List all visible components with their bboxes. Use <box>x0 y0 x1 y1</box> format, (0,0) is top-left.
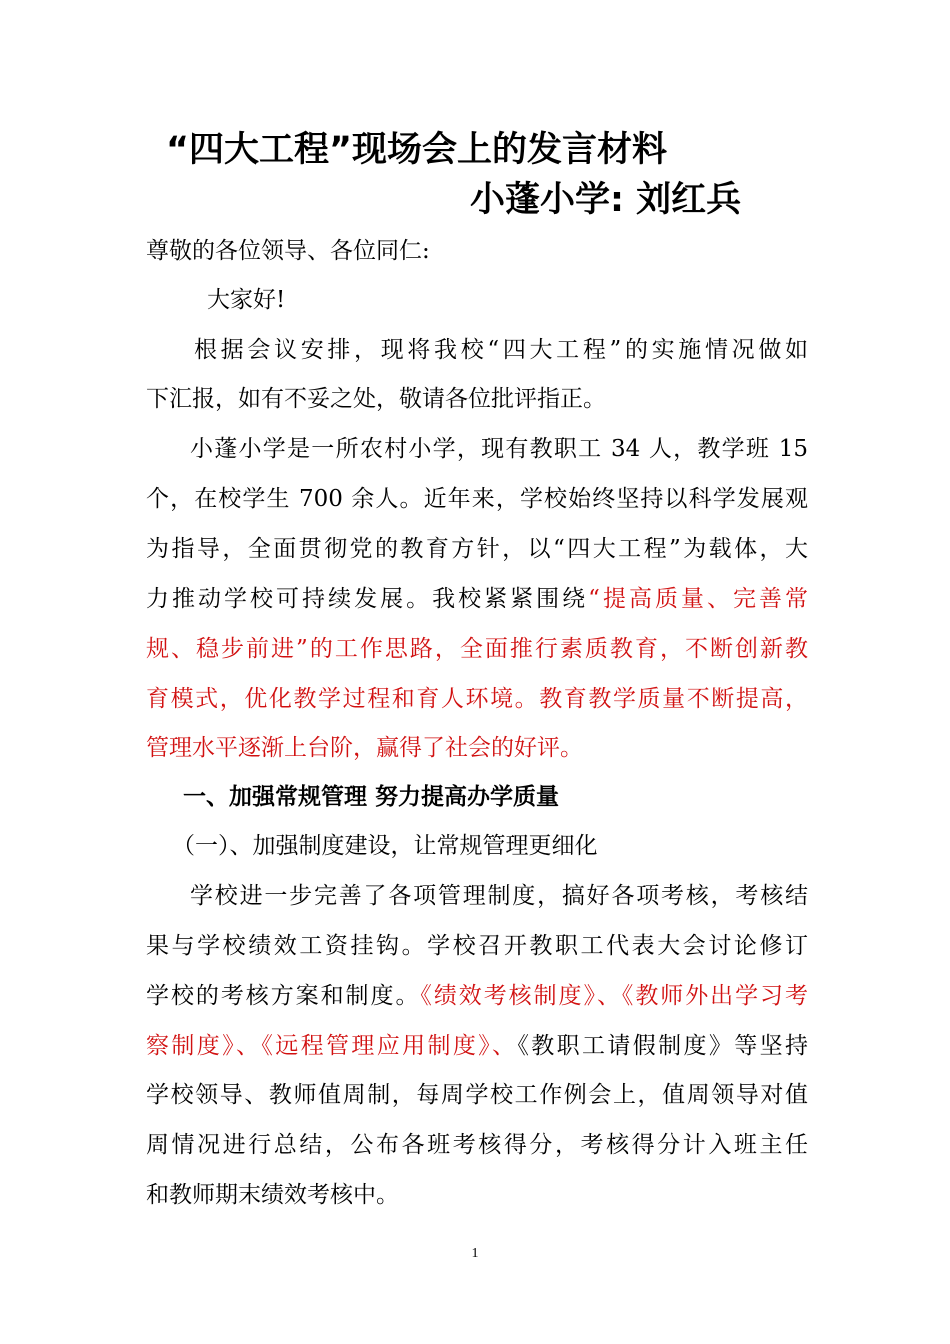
overview-line-4-text: 力推动学校可持续发展。我校紧紧围绕 <box>146 586 589 612</box>
rules-line-4-text: 《教职工请假制度》等坚持 <box>517 1033 809 1059</box>
rules-line-3 <box>146 971 808 1021</box>
overview-line-4 <box>146 574 808 624</box>
page-number: 1 <box>471 1246 479 1261</box>
rules-line-4 <box>146 1021 808 1071</box>
overview-line-7: 管理水平逐渐上台阶，赢得了社会的好评。 <box>146 735 583 761</box>
overview-line-6: 育模式，优化教学过程和育人环境。教育教学质量不断提高， <box>146 686 808 712</box>
overview-line-1: 小蓬小学是一所农村小学，现有教职工 34 人，教学班 15 <box>190 436 808 462</box>
rules-line-7: 和教师期末绩效考核中。 <box>146 1182 399 1208</box>
highlight-work-idea: “提高质量、完善常 <box>588 586 809 612</box>
intro-line-2: 下汇报，如有不妥之处，敬请各位批评指正。 <box>146 386 606 412</box>
subsection-1-heading: （一）、加强制度建设，让常规管理更细化 <box>172 833 598 859</box>
rules-line-2: 果与学校绩效工资挂钩。学校召开教职工代表大会讨论修订 <box>146 933 808 959</box>
document-author: 小蓬小学: 刘红兵 <box>470 180 742 220</box>
document-title: “四大工程”现场会上的发言材料 <box>166 130 668 170</box>
section-1-heading: 一、加强常规管理 努力提高办学质量 <box>183 784 560 810</box>
rules-line-5: 学校领导、教师值周制，每周学校工作例会上，值周领导对值 <box>146 1082 808 1108</box>
overview-line-3: 为指导，全面贯彻党的教育方针，以“四大工程”为载体，大 <box>146 536 808 562</box>
rules-line-6: 周情况进行总结，公布各班考核得分，考核得分计入班主任 <box>146 1132 808 1158</box>
intro-line-1: 根据会议安排，现将我校“四大工程”的实施情况做如 <box>194 337 808 363</box>
salutation: 尊敬的各位领导、各位同仁: <box>146 238 430 264</box>
highlight-rules-2: 察制度》、《远程管理应用制度》、 <box>146 1033 518 1059</box>
highlight-rules-1: 《绩效考核制度》、《教师外出学习考 <box>420 983 809 1009</box>
greeting: 大家好! <box>207 287 286 313</box>
rules-line-3-text: 学校的考核方案和制度。 <box>146 983 421 1009</box>
overview-line-5: 规、稳步前进”的工作思路，全面推行素质教育，不断创新教 <box>146 636 808 662</box>
overview-line-2: 个，在校学生 700 余人。近年来，学校始终坚持以科学发展观 <box>146 486 808 512</box>
rules-line-1: 学校进一步完善了各项管理制度，搞好各项考核，考核结 <box>190 883 808 909</box>
